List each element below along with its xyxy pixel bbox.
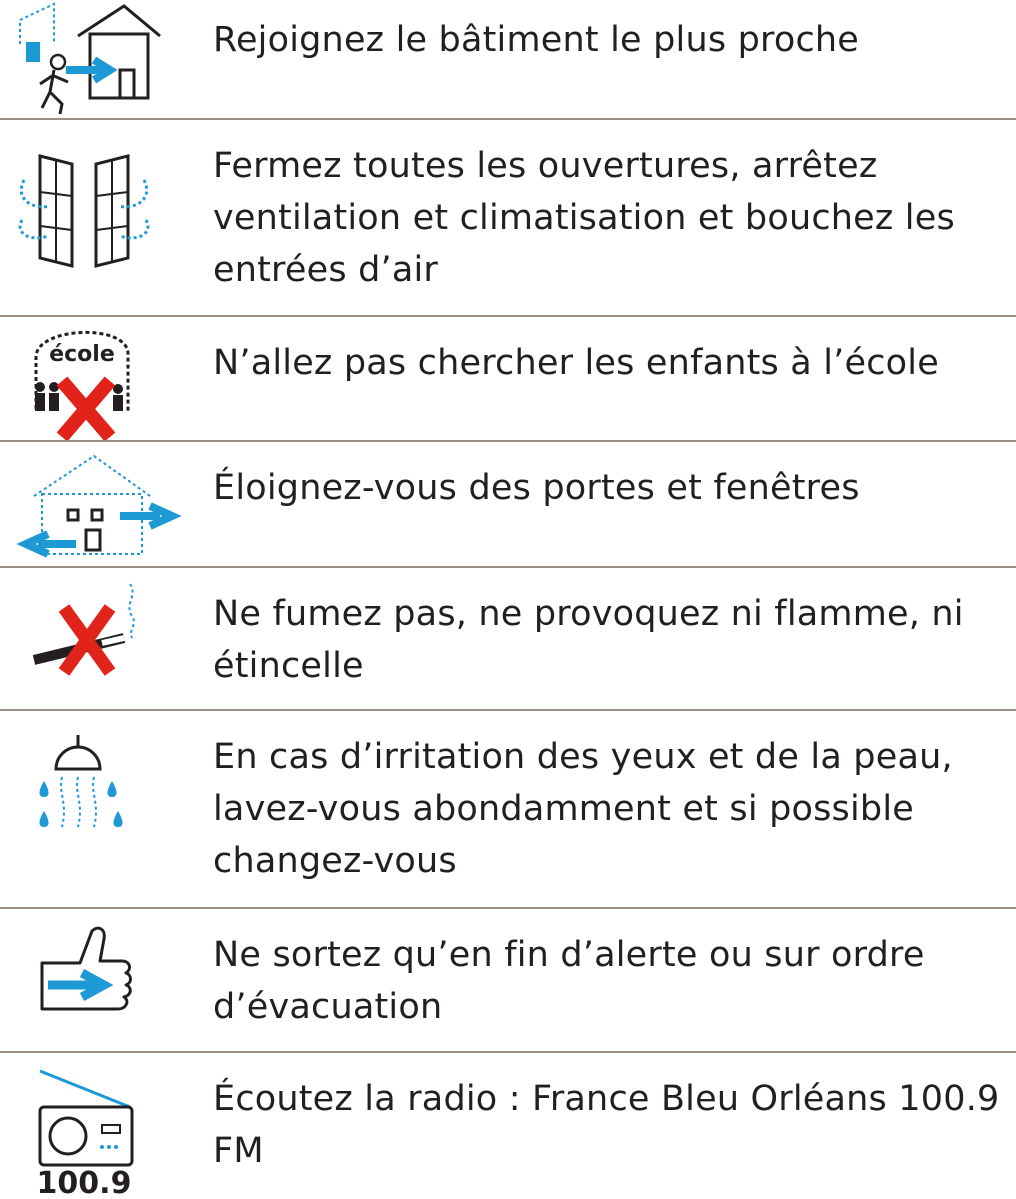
frequency-label: 100.9 — [36, 1166, 132, 1199]
item-text: N’allez pas chercher les enfants à l’école — [213, 343, 939, 383]
item-text: Ne sortez qu’en fin d’alerte ou sur ordre d’évacuation — [213, 935, 925, 1027]
close-windows-icon — [14, 150, 184, 270]
school-no-icon — [14, 317, 184, 441]
item-text: Fermez toutes les ouvertures, arrêtez ventilation et climatisation et bouchez les entrées d’air — [213, 146, 955, 290]
thumbs-up-icon — [14, 923, 184, 1023]
list-item — [0, 1053, 1016, 1199]
away-from-doors-icon — [14, 452, 184, 562]
radio-icon — [14, 1063, 184, 1199]
item-text: Rejoignez le bâtiment le plus proche — [213, 20, 860, 60]
shower-icon — [14, 735, 184, 835]
school-label: école — [49, 342, 115, 367]
list-item — [0, 0, 1016, 118]
no-smoking-icon — [14, 582, 184, 682]
item-text: Éloignez-vous des portes et fenêtres — [213, 468, 860, 508]
list-item — [0, 711, 1016, 907]
list-item — [0, 317, 1016, 440]
list-item — [0, 568, 1016, 709]
enter-building-icon — [14, 4, 184, 114]
item-text: Écoutez la radio : France Bleu Orléans 100.9 FM — [213, 1079, 1000, 1171]
item-text: Ne fumez pas, ne provoquez ni flamme, ni étincelle — [213, 594, 964, 686]
item-text: En cas d’irritation des yeux et de la peau, lavez-vous abondamment et si possible changez-vous — [213, 737, 953, 881]
list-item — [0, 442, 1016, 566]
list-item — [0, 909, 1016, 1051]
list-item — [0, 120, 1016, 315]
